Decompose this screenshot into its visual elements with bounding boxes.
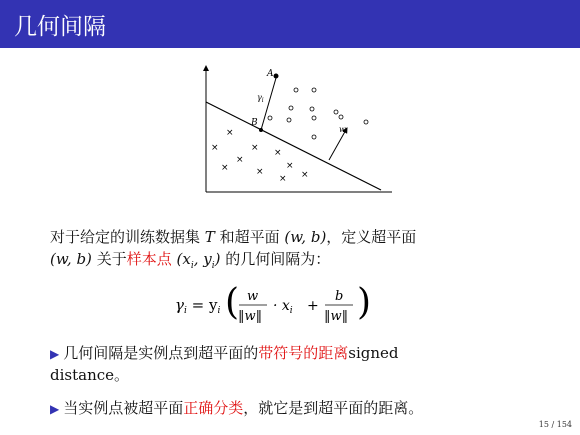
definition-line-2: (w, b) 关于样本点 ($x_i$, $y_i$) 的几何间隔为： bbox=[50, 250, 331, 271]
svg-text:+: + bbox=[307, 298, 319, 314]
positive-points bbox=[268, 88, 368, 139]
hyperplane bbox=[206, 102, 381, 190]
svg-text:×: × bbox=[251, 143, 259, 153]
label-B: B bbox=[251, 118, 258, 128]
svg-text:w: w bbox=[247, 289, 259, 304]
svg-text:×: × bbox=[221, 163, 229, 173]
geometric-margin-formula bbox=[175, 280, 415, 330]
label-w: w bbox=[339, 125, 346, 134]
slide-title: 几何间隔 bbox=[14, 14, 106, 40]
svg-text:×: × bbox=[286, 161, 294, 171]
highlight-sample-point: 样本点 bbox=[126, 250, 172, 268]
svg-text:×: × bbox=[301, 170, 309, 180]
label-A: A bbox=[267, 69, 274, 79]
bullet-1: ▶ 几何间隔是实例点到超平面的带符号的距离signed distance。 bbox=[50, 344, 399, 384]
svg-text:×: × bbox=[226, 128, 234, 138]
svm-geometric-margin-figure bbox=[196, 62, 396, 197]
svg-text:×: × bbox=[211, 143, 219, 153]
svg-text:×: × bbox=[279, 174, 287, 184]
negative-points bbox=[211, 128, 309, 184]
svg-text:· xi: · $x_i$ bbox=[273, 298, 293, 316]
svg-text:‖w‖: ‖w‖ bbox=[238, 309, 263, 324]
definition-line-1: 对于给定的训练数据集 T 和超平面 (w, b)，定义超平面 bbox=[50, 228, 417, 246]
svg-text:×: × bbox=[274, 148, 282, 158]
svg-text:×: × bbox=[256, 167, 264, 177]
title-bar bbox=[0, 0, 580, 48]
page-number: 15 / 154 bbox=[538, 420, 572, 429]
point-A bbox=[274, 74, 279, 79]
bullet-2: ▶ 当实例点被超平面正确分类，就它是到超平面的距离。 bbox=[50, 399, 424, 417]
svg-text:(: ( bbox=[225, 282, 240, 323]
point-B bbox=[259, 128, 263, 132]
highlight-correct-classification: 正确分类 bbox=[183, 399, 244, 417]
label-gamma: $\gamma_i$ bbox=[257, 93, 264, 104]
svg-text:γi = yi: $\gamma_i = y_i$ bbox=[175, 296, 221, 316]
svg-text:b: b bbox=[335, 289, 344, 304]
highlight-signed-distance: 带符号的距离 bbox=[258, 344, 349, 362]
svg-text:): ) bbox=[357, 282, 372, 323]
gamma-segment bbox=[261, 78, 276, 130]
svg-text:×: × bbox=[236, 155, 244, 165]
svg-text:‖w‖: ‖w‖ bbox=[324, 309, 349, 324]
